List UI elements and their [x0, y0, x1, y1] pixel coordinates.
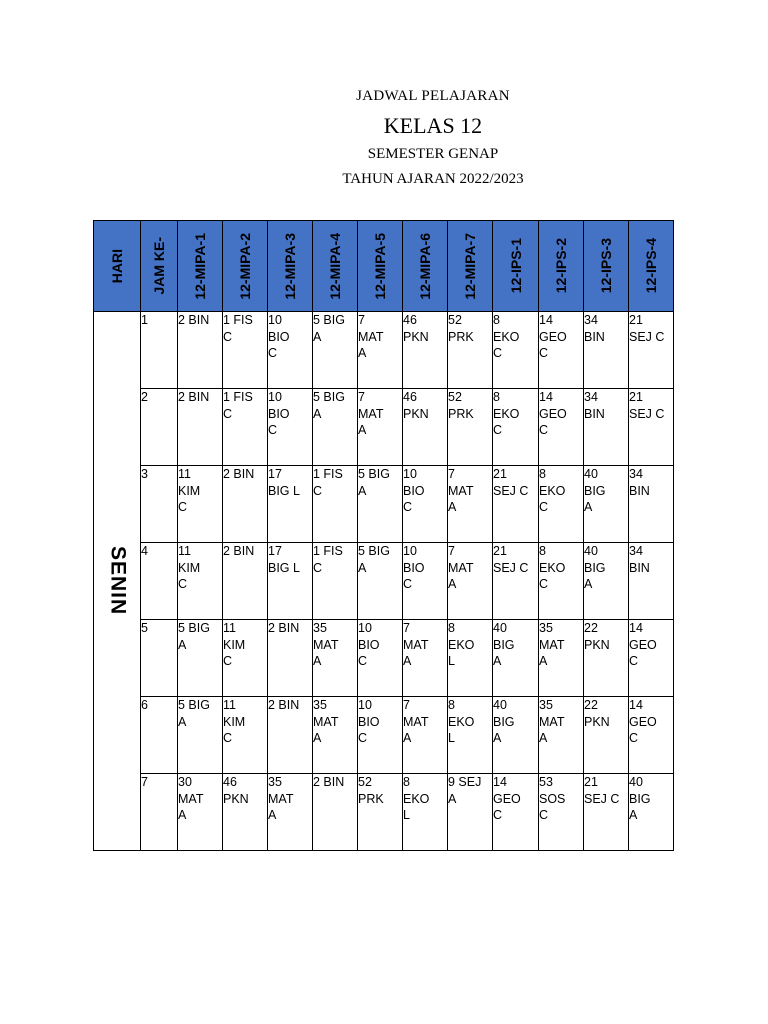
table-cell: 5 BIG A	[358, 543, 403, 620]
table-cell: 8 EKO C	[493, 312, 539, 389]
table-row	[94, 389, 674, 466]
column-header	[448, 221, 493, 312]
column-header	[223, 221, 268, 312]
column-header-label: HARI	[109, 248, 125, 284]
table-row	[94, 620, 674, 697]
column-header	[358, 221, 403, 312]
table-cell: 40 BIG A	[629, 774, 674, 851]
table-cell: 14 GEO C	[629, 620, 674, 697]
table-cell: 34 BIN	[629, 543, 674, 620]
header-row	[94, 221, 674, 312]
table-cell: 1 FIS C	[313, 466, 358, 543]
period-cell: 2	[141, 389, 178, 466]
table-cell: 10 BIO C	[268, 312, 313, 389]
column-header	[313, 221, 358, 312]
table-cell: 7 MAT A	[358, 312, 403, 389]
period-cell: 1	[141, 312, 178, 389]
table-cell: 40 BIG A	[493, 620, 539, 697]
column-header	[493, 221, 539, 312]
period-cell: 6	[141, 697, 178, 774]
column-header	[178, 221, 223, 312]
table-cell: 14 GEO C	[539, 389, 584, 466]
table-cell: 17 BIG L	[268, 543, 313, 620]
table-cell: 34 BIN	[629, 466, 674, 543]
period-cell: 4	[141, 543, 178, 620]
column-header-label: JAM KE-	[151, 237, 167, 295]
table-cell: 22 PKN	[584, 697, 629, 774]
schedule-table	[93, 220, 674, 851]
table-cell: 22 PKN	[584, 620, 629, 697]
table-cell: 8 EKO C	[493, 389, 539, 466]
column-header-label: 12-MIPA-3	[282, 232, 298, 300]
column-header-label: 12-IPS-1	[507, 238, 524, 294]
table-cell: 8 EKO L	[448, 697, 493, 774]
day-label: SENIN	[106, 546, 130, 616]
table-cell: 46 PKN	[403, 389, 448, 466]
schedule-body	[94, 312, 674, 851]
table-cell: 40 BIG A	[584, 543, 629, 620]
doc-title: JADWAL PELAJARAN	[356, 88, 510, 104]
table-cell: 5 BIG A	[313, 389, 358, 466]
period-cell: 3	[141, 466, 178, 543]
table-cell: 5 BIG A	[358, 466, 403, 543]
table-cell: 7 MAT A	[448, 543, 493, 620]
column-header-label: 12-MIPA-1	[192, 232, 208, 300]
table-cell: 1 FIS C	[313, 543, 358, 620]
column-header-label: 12-IPS-3	[598, 238, 614, 294]
table-cell: 7 MAT A	[358, 389, 403, 466]
table-cell: 40 BIG A	[584, 466, 629, 543]
table-row	[94, 697, 674, 774]
table-cell: 10 BIO C	[403, 466, 448, 543]
day-cell	[94, 312, 141, 851]
table-row	[94, 312, 674, 389]
column-header-label: 12-IPS-2	[553, 238, 569, 294]
table-cell: 10 BIO C	[358, 697, 403, 774]
table-cell: 5 BIG A	[178, 697, 223, 774]
class-title: KELAS 12	[383, 113, 483, 138]
period-cell: 7	[141, 774, 178, 851]
table-cell: 53 SOS C	[539, 774, 584, 851]
table-cell: 11 KIM C	[223, 620, 268, 697]
table-cell: 8 EKO L	[403, 774, 448, 851]
table-cell: 21 SEJ C	[629, 389, 674, 466]
table-cell: 35 MAT A	[313, 697, 358, 774]
table-row	[94, 774, 674, 851]
semester-title: SEMESTER GENAP	[367, 146, 499, 162]
column-header	[141, 221, 178, 312]
column-header	[403, 221, 448, 312]
column-header	[584, 221, 629, 312]
column-header-label: 12-MIPA-4	[327, 232, 343, 300]
table-cell: 34 BIN	[584, 389, 629, 466]
table-cell: 21 SEJ C	[629, 312, 674, 389]
table-cell: 2 BIN	[223, 466, 268, 543]
table-cell: 14 GEO C	[539, 312, 584, 389]
table-cell: 11 KIM C	[178, 466, 223, 543]
table-cell: 2 BIN	[223, 543, 268, 620]
table-cell: 7 MAT A	[403, 620, 448, 697]
table-row	[94, 543, 674, 620]
period-cell: 5	[141, 620, 178, 697]
table-cell: 17 BIG L	[268, 466, 313, 543]
column-header-label: 12-MIPA-5	[372, 232, 388, 300]
table-cell: 1 FIS C	[223, 312, 268, 389]
table-cell: 52 PRK	[358, 774, 403, 851]
academic-year-title: TAHUN AJARAN 2022/2023	[342, 171, 524, 187]
column-header-label: 12-IPS-4	[643, 238, 659, 294]
column-header-label: 12-MIPA-2	[237, 232, 253, 300]
table-cell: 8 EKO L	[448, 620, 493, 697]
table-cell: 11 KIM C	[223, 697, 268, 774]
column-header-label: 12-MIPA-7	[462, 232, 478, 300]
column-header	[629, 221, 674, 312]
table-cell: 52 PRK	[448, 389, 493, 466]
table-cell: 35 MAT A	[539, 697, 584, 774]
table-cell: 2 BIN	[268, 697, 313, 774]
table-cell: 30 MAT A	[178, 774, 223, 851]
table-cell: 7 MAT A	[403, 697, 448, 774]
table-cell: 9 SEJ A	[448, 774, 493, 851]
table-cell: 14 GEO C	[493, 774, 539, 851]
table-cell: 14 GEO C	[629, 697, 674, 774]
table-cell: 1 FIS C	[223, 389, 268, 466]
table-cell: 10 BIO C	[268, 389, 313, 466]
table-cell: 52 PRK	[448, 312, 493, 389]
table-cell: 34 BIN	[584, 312, 629, 389]
table-cell: 5 BIG A	[178, 620, 223, 697]
table-cell: 2 BIN	[313, 774, 358, 851]
table-cell: 8 EKO C	[539, 466, 584, 543]
table-cell: 35 MAT A	[539, 620, 584, 697]
column-header	[94, 221, 141, 312]
table-cell: 21 SEJ C	[493, 543, 539, 620]
column-header	[268, 221, 313, 312]
table-cell: 11 KIM C	[178, 543, 223, 620]
table-cell: 35 MAT A	[313, 620, 358, 697]
table-cell: 2 BIN	[178, 312, 223, 389]
table-cell: 5 BIG A	[313, 312, 358, 389]
table-row	[94, 466, 674, 543]
table-cell: 35 MAT A	[268, 774, 313, 851]
table-cell: 21 SEJ C	[493, 466, 539, 543]
table-cell: 8 EKO C	[539, 543, 584, 620]
table-cell: 2 BIN	[268, 620, 313, 697]
table-cell: 10 BIO C	[403, 543, 448, 620]
table-cell: 40 BIG A	[493, 697, 539, 774]
table-cell: 2 BIN	[178, 389, 223, 466]
table-cell: 46 PKN	[223, 774, 268, 851]
table-cell: 21 SEJ C	[584, 774, 629, 851]
table-cell: 10 BIO C	[358, 620, 403, 697]
table-cell: 46 PKN	[403, 312, 448, 389]
column-header	[539, 221, 584, 312]
table-cell: 7 MAT A	[448, 466, 493, 543]
column-header-label: 12-MIPA-6	[417, 232, 433, 300]
